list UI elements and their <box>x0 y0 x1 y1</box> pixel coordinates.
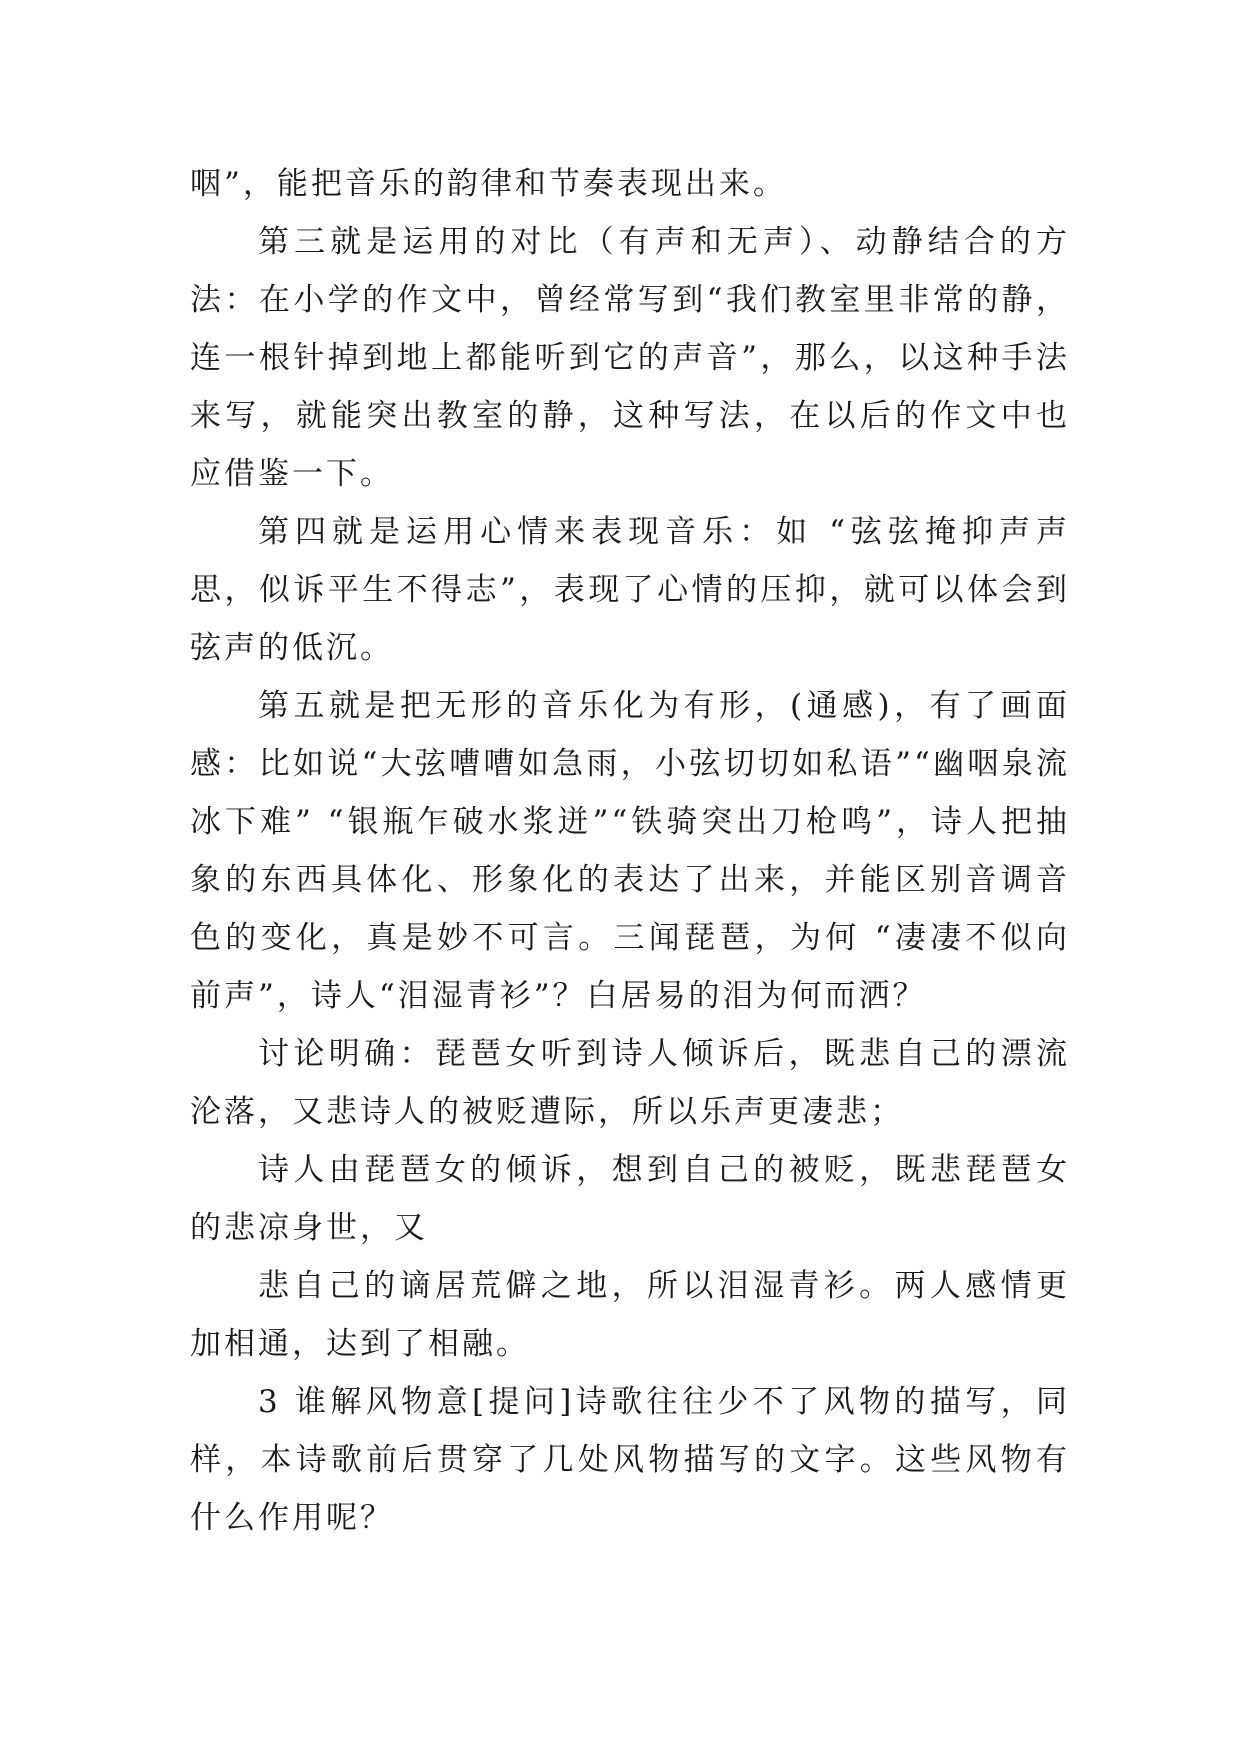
paragraph-1: 咽”，能把音乐的韵律和节奏表现出来。 <box>190 166 787 202</box>
paragraph-4: 第五就是把无形的音乐化为有形，(通感)，有了画面感：比如说“大弦嘈嘈如急雨，小弦切切如私语”“幽咽泉流冰下难” “银瓶乍破水浆迸”“铁骑突出刀枪鸣”，诗人把抽象的东西具体化、形象化的表达了出来，并能区别音调音色的变化，真是妙不可言。三闻琵琶，为何 “凄凄不似向前声”，诗人“泪湿青衫”？白居易的泪为何而洒？ <box>190 688 1070 1014</box>
paragraph-6: 诗人由琵琶女的倾诉，想到自己的被贬，既悲琵琶女的悲凉身世，又 <box>190 1152 1070 1246</box>
paragraph-8: 3 谁解风物意[提问]诗歌往往少不了风物的描写，同样，本诗歌前后贯穿了几处风物描写的文字。这些风物有什么作用呢？ <box>190 1384 1070 1536</box>
paragraph-7: 悲自己的谪居荒僻之地，所以泪湿青衫。两人感情更加相通，达到了相融。 <box>190 1268 1070 1362</box>
paragraph-2: 第三就是运用的对比（有声和无声）、动静结合的方法：在小学的作文中，曾经常写到“我们教室里非常的静，连一根针掉到地上都能听到它的声音”，那么，以这种手法来写，就能突出教室的静，这种写法，在以后的作文中也应借鉴一下。 <box>190 224 1070 492</box>
paragraph-3: 第四就是运用心情来表现音乐：如 “弦弦掩抑声声思，似诉平生不得志”，表现了心情的压抑，就可以体会到弦声的低沉。 <box>190 514 1070 666</box>
paragraph-5: 讨论明确：琵琶女听到诗人倾诉后，既悲自己的漂流沦落，又悲诗人的被贬遭际，所以乐声更凄悲； <box>190 1036 1070 1130</box>
body-text <box>190 155 1070 1547</box>
